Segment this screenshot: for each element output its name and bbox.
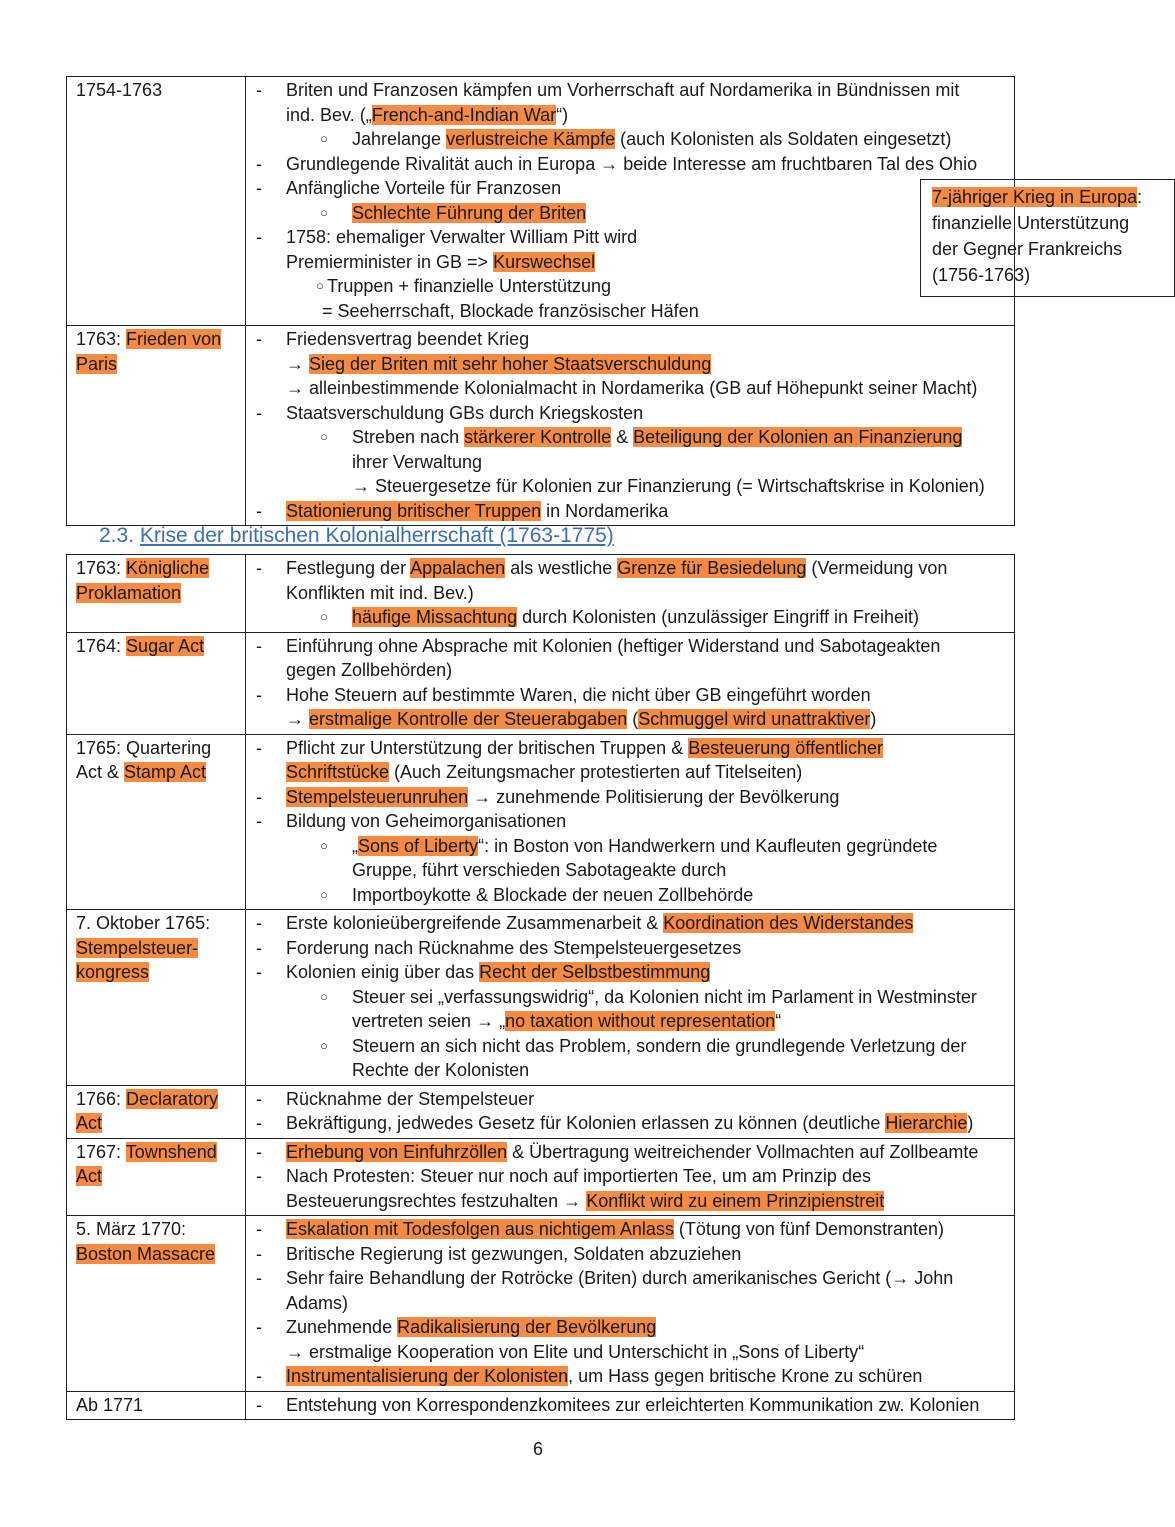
highlight: Act (76, 1166, 103, 1186)
timeline-table-1 (66, 76, 1143, 526)
highlight: häufige Missachtung (352, 607, 518, 627)
highlight: Sugar Act (126, 635, 205, 656)
section-title-link[interactable]: Krise der britischen Kolonialherrschaft (1763-1775) (139, 524, 614, 547)
highlight: Radikalisierung der Bevölkerung (397, 1317, 657, 1337)
bullet-line: - Festlegung der Appalachen als westliche Grenze für Besiedelung (Vermeidung von (256, 556, 1014, 581)
bullet-line: - Eskalation mit Todesfolgen aus nichtigem Anlass (Tötung von fünf Demonstranten) (256, 1217, 1014, 1242)
row-date: 7. Oktober 1765: Stempelsteuer- kongress (76, 913, 211, 982)
highlight: Hierarchie (885, 1113, 968, 1133)
table-row: 7. Oktober 1765: Stempelsteuer- kongress - Erste kolonieübergreifende Zusammenarbeit & Koordination des Widerstandes - Forderung nach Rücknahme des Stempelsteuergesetzes - Kolonien einig über das Recht der Selbstbestimmung ○ Steuer sei „verfassungswidrig“, da Kolonien nicht im Parlament in Westminster vertreten seien → „no taxation without representation“ ○ Steuern an sich nicht das Problem, sondern die grundlegende Verletzung der Rechte der Kolonisten (67, 910, 1015, 1086)
highlight: Declaratory (126, 1088, 219, 1109)
row-date: Ab 1771 (76, 1394, 144, 1415)
sub-bullet-line (256, 201, 1014, 226)
bullet-line: - Friedensvertrag beendet Krieg (256, 327, 1014, 352)
highlight: kongress (76, 962, 150, 982)
bullet-line: - Nach Protesten: Steuer nur noch auf importierten Tee, um am Prinzip des (256, 1164, 1014, 1189)
highlight: Schriftstücke (286, 762, 390, 782)
highlight: Schmuggel wird unattraktiver (638, 709, 871, 729)
bullet-line: - Staatsverschuldung GBs durch Kriegskosten (256, 401, 1014, 426)
bullet-line: - Kolonien einig über das Recht der Selbstbestimmung (256, 960, 1014, 985)
row-date: 1754-1763 (76, 80, 163, 100)
row-date: 1765: Quartering Act & Stamp Act (76, 737, 212, 782)
highlight: Boston Massacre (76, 1243, 216, 1264)
row-date: 1764: Sugar Act (76, 635, 205, 656)
page-number: 6 (533, 1439, 544, 1459)
highlight: Instrumentalisierung der Kolonisten (286, 1366, 569, 1386)
highlight: Eskalation mit Todesfolgen aus nichtigem Anlass (286, 1219, 674, 1239)
highlight: Sons of Liberty (358, 835, 479, 856)
bullet-line: - Hohe Steuern auf bestimmte Waren, die nicht über GB eingeführt worden (256, 683, 1014, 708)
highlight: no taxation without representation (505, 1011, 776, 1031)
highlight: Stamp Act (124, 762, 207, 782)
bullet-line: - Instrumentalisierung der Kolonisten, um Hass gegen britische Krone zu schüren (256, 1364, 1014, 1389)
bullet-line: - Entstehung von Korrespondenzkomitees zur erleichterten Kommunikation zw. Kolonien (256, 1393, 1014, 1418)
table-row: 1767: Townshend Act - Erhebung von Einfuhrzöllen & Übertragung weitreichender Vollmachten auf Zollbeamte - Nach Protesten: Steuer nur noch auf importierten Tee, um am Prinzip des Besteuerungsrechtes festzuhalten → Konflikt wird zu einem Prinzipienstreit (67, 1138, 1015, 1216)
highlight: Konflikt wird zu einem Prinzipienstreit (586, 1190, 885, 1211)
highlight: verlustreiche Kämpfe (446, 129, 616, 149)
highlight: Paris (76, 353, 118, 374)
table-row: 1763: Frieden von Paris - Friedensvertrag beendet Krieg → Sieg der Briten mit sehr hoher Staatsverschuldung → alleinbestimmende Kolonialmacht in Nordamerika (GB auf Höhepunkt seiner Macht) - Staatsverschuldung GBs durch Kriegskosten ○ Streben nach stärkerer Kontrolle & Beteiligung der Kolonien an Finanzierung ihrer Verwaltung → Steuergesetze für Kolonien zur Finanzierung (= Wirtschaftskrise in Kolonien) - Stationierung britischer Truppen in Nordamerika (67, 326, 1015, 526)
bullet-line: - Erste kolonieübergreifende Zusammenarbeit & Koordination des Widerstandes (256, 911, 1014, 936)
bullet-line: - Einführung ohne Absprache mit Kolonien (heftiger Widerstand und Sabotageakten (256, 634, 1014, 659)
highlight: 7-jähriger Krieg in Europa (932, 187, 1138, 207)
bullet-line: - Briten und Franzosen kämpfen um Vorherrschaft auf Nordamerika in Bündnissen mit (256, 78, 1014, 103)
row-date: 5. März 1770: Boston Massacre (76, 1219, 216, 1264)
table-row: 1765: Quartering Act & Stamp Act - Pflicht zur Unterstützung der britischen Truppen & Besteuerung öffentlicher Schriftstücke (Auch Zeitungsmacher protestierten auf Titelseiten) - Stempelsteuerunruhen → zunehmende Politisierung der Bevölkerung - Bildung von Geheimorganisationen ○ „Sons of Liberty“: in Boston von Handwerkern und Kaufleuten gegründete Gruppe, führt verschieden Sabotageakte durch ○ Importboykotte & Blockade der neuen Zollbehörde (67, 734, 1015, 910)
highlight: Proklamation (76, 582, 182, 603)
bullet-line: - Pflicht zur Unterstützung der britischen Truppen & Besteuerung öffentlicher (256, 736, 1014, 761)
bullet-line: - Zunehmende Radikalisierung der Bevölkerung (256, 1315, 1014, 1340)
table-row (67, 1085, 1015, 1138)
bullet-line: - 1758: ehemaliger Verwalter William Pitt wird (256, 225, 1014, 250)
table-row: 1764: Sugar Act - Einführung ohne Absprache mit Kolonien (heftiger Widerstand und Sabotageakten gegen Zollbehörden) - Hohe Steuern auf bestimmte Waren, die nicht über GB eingeführt worden → erstmalige Kontrolle der Steuerabgaben (Schmuggel wird unattraktiver) (67, 632, 1015, 734)
bullet-line: - Sehr faire Behandlung der Rotröcke (Briten) durch amerikanisches Gericht (→ John (256, 1266, 1014, 1291)
highlight: Townshend (125, 1141, 217, 1162)
sub-bullet-line: ○ „Sons of Liberty“: in Boston von Handwerkern und Kaufleuten gegründete (256, 834, 1014, 859)
bullet-line: - Forderung nach Rücknahme des Stempelsteuergesetzes (256, 936, 1014, 961)
highlight: Stempelsteuer- (76, 937, 199, 958)
bullet-line: - Britische Regierung ist gezwungen, Soldaten abzuziehen (256, 1242, 1014, 1267)
highlight: Beteiligung der Kolonien an Finanzierung (633, 427, 963, 447)
bullet-line: - Stempelsteuerunruhen → zunehmende Politisierung der Bevölkerung (256, 785, 1014, 810)
row-date: 1763: Frieden von Paris (76, 329, 222, 374)
side-note-box: 7-jähriger Krieg in Europa: finanzielle Unterstützung der Gegner Frankreichs (1756-1763) (920, 179, 1175, 297)
row-date: 1766: Declaratory Act (76, 1088, 219, 1133)
sub-bullet-line: ○ Importboykotte & Blockade der neuen Zollbehörde (256, 883, 1014, 908)
table-row: 5. März 1770: Boston Massacre - Eskalation mit Todesfolgen aus nichtigem Anlass (Tötung von fünf Demonstranten) - Britische Regierung ist gezwungen, Soldaten abzuziehen - Sehr faire Behandlung der Rotröcke (Briten) durch amerikanisches Gericht (→ John Adams) - Zunehmende Radikalisierung der Bevölkerung → erstmalige Kooperation von Elite und Unterschicht in „Sons of Liberty“ - Instrumentalisierung der Kolonisten, um Hass gegen britische Krone zu schüren (67, 1216, 1015, 1392)
highlight: Grenze für Besiedelung (617, 558, 807, 578)
highlight: erstmalige Kontrolle der Steuerabgaben (309, 709, 628, 729)
sub-bullet-line: ○ Steuern an sich nicht das Problem, sondern die grundlegende Verletzung der (256, 1034, 1014, 1059)
sub-bullet-line: ○ Jahrelange verlustreiche Kämpfe (auch Kolonisten als Soldaten eingesetzt) (256, 127, 1014, 152)
bullet-line: - Stationierung britischer Truppen in Nordamerika (256, 499, 1014, 524)
timeline-table-2 (66, 554, 1015, 1420)
highlight: Erhebung von Einfuhrzöllen (286, 1141, 508, 1162)
sub-bullet-line: ○ Steuer sei „verfassungswidrig“, da Kolonien nicht im Parlament in Westminster (256, 985, 1014, 1010)
bullet-line: - Grundlegende Rivalität auch in Europa → beide Interesse am fruchtbaren Tal des Ohio (256, 152, 1014, 177)
row-date: 1763: Königliche Proklamation (76, 558, 210, 603)
bullet-line: - Bildung von Geheimorganisationen (256, 809, 1014, 834)
table-row: 1763: Königliche Proklamation - Festlegung der Appalachen als westliche Grenze für Besiedelung (Vermeidung von Konflikten mit ind. Bev.) ○ häufige Missachtung durch Kolonisten (unzulässiger Eingriff in Freiheit) (67, 555, 1015, 633)
highlight: Kurswechsel (493, 251, 596, 272)
highlight: stärkerer Kontrolle (464, 427, 612, 447)
highlight: Recht der Selbstbestimmung (479, 962, 711, 982)
highlight: Sieg der Briten mit sehr hoher Staatsverschuldung (309, 353, 712, 374)
highlight: Koordination des Widerstandes (663, 913, 914, 933)
sub-bullet-line: ○ Streben nach stärkerer Kontrolle & Beteiligung der Kolonien an Finanzierung (256, 425, 1014, 450)
bullet-line: - Bekräftigung, jedwedes Gesetz für Kolonien erlassen zu können (deutliche Hierarchie) (256, 1111, 1014, 1136)
bullet-line: - Rücknahme der Stempelsteuer (256, 1087, 1014, 1112)
table-row (67, 1391, 1015, 1420)
section-heading: 2.3. Krise der britischen Kolonialherrschaft (1763-1775) (99, 524, 614, 547)
bullet-line: - Erhebung von Einfuhrzöllen & Übertragung weitreichender Vollmachten auf Zollbeamte (256, 1140, 1014, 1165)
sub-bullet-line: ○ Truppen + finanzielle Unterstützung (256, 274, 1014, 299)
highlight: Stempelsteuerunruhen (286, 786, 469, 807)
sub-bullet-line: ○ häufige Missachtung durch Kolonisten (unzulässiger Eingriff in Freiheit) (256, 605, 1014, 630)
highlight: Schlechte Führung der Briten (352, 202, 587, 223)
highlight: Frieden von (126, 329, 222, 349)
highlight: Act (76, 1113, 103, 1133)
highlight: French-and-Indian War (371, 104, 557, 125)
highlight: Stationierung britischer Truppen (286, 500, 542, 521)
row-date: 1767: Townshend Act (76, 1141, 217, 1186)
table-row: 1754-1763 - Briten und Franzosen kämpfen um Vorherrschaft auf Nordamerika in Bündnissen mit ind. Bev. („French-and-Indian War“) ○ Jahrelange verlustreiche Kämpfe (auch Kolonisten als Soldaten eingesetzt) - Grundlegende Rivalität auch in Europa → beide Interesse am fruchtbaren Tal des Ohio - Anfängliche Vorteile für Franzosen ○ Schlechte Führung der Briten - 1758: ehemaliger Verwalter William Pitt wird Premierminister in GB => Kurswechsel ○ Truppen + finanzielle Unterstützung = Seeherrschaft, Blockade französischer Häfen 7-jähriger Krieg in Europa: finanzielle Unterstützung der Gegner Frankreichs (1756-1763) (67, 77, 1015, 326)
highlight: Besteuerung öffentlicher (688, 737, 884, 758)
highlight: Appalachen (410, 558, 506, 578)
highlight: Königliche (126, 558, 210, 578)
bullet-line: - Anfängliche Vorteile für Franzosen (256, 176, 1014, 201)
